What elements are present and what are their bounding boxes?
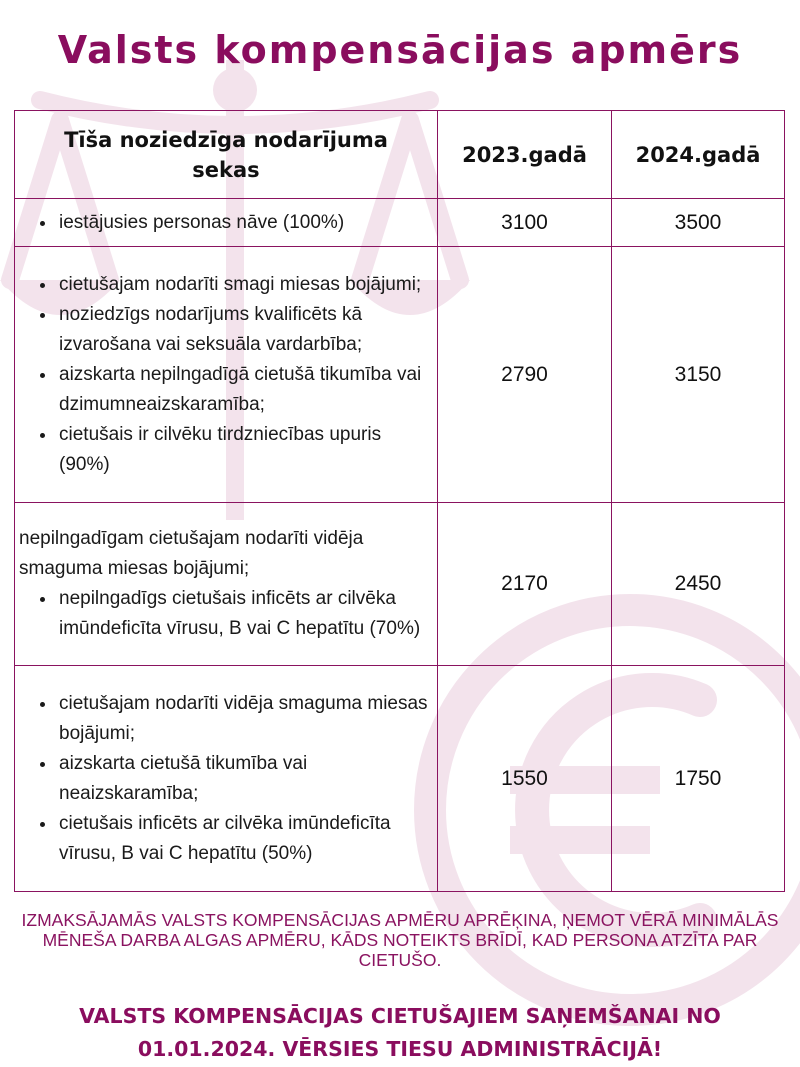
value-2024: 2450 [612,503,785,666]
list-item: • cietušajam nodarīti smagi miesas bojājumi; [57,270,437,300]
value-2023: 2790 [438,247,612,503]
header-consequences: Tīša noziedzīga nodarījuma sekas [15,111,438,199]
table-row [15,503,785,666]
value-2024: 3150 [612,247,785,503]
list-item: • iestājusies personas nāve (100%) [57,208,437,238]
list-item: • aizskarta nepilngadīgā cietušā tikumība vai dzimumneaizskaramība; [57,360,437,420]
list-item: • aizskarta cietušā tikumība vai neaizskaramība; [57,749,437,809]
consequences-cell [15,666,438,892]
list-item: • cietušajam nodarīti vidēja smaguma miesas bojājumi; [57,689,437,749]
header-2023: 2023.gadā [438,111,612,199]
value-2023: 3100 [438,199,612,247]
table-header-row [15,111,785,199]
list-item: • cietušais ir cilvēku tirdzniecības upuris (90%) [57,420,437,480]
list-item: • nepilngadīgs cietušais inficēts ar cilvēka imūndeficīta vīrusu, B vai C hepatītu (70%) [57,584,437,644]
table-row [15,666,785,892]
page-title: Valsts kompensācijas apmērs [57,28,743,72]
call-to-action: VALSTS KOMPENSĀCIJAS CIETUŠAJIEM SAŅEMŠANAI NO 01.01.2024. VĒRSIES TIESU ADMINISTRĀCIJĀ! [79,1004,721,1061]
consequences-cell [15,247,438,503]
compensation-table [14,110,785,892]
header-2024: 2024.gadā [612,111,785,199]
list-item: • cietušais inficēts ar cilvēka imūndeficīta vīrusu, B vai C hepatītu (50%) [57,809,437,869]
calculation-note: IZMAKSĀJAMĀS VALSTS KOMPENSĀCIJAS APMĒRU APRĒĶINA, ŅEMOT VĒRĀ MINIMĀLĀS MĒNEŠA DARBA ALGAS APMĒRU, KĀDS NOTEIKTS BRĪDĪ, KAD PERSONA ATZĪTA PAR CIETUŠO. [21,910,779,970]
value-2023: 1550 [438,666,612,892]
value-2024: 1750 [612,666,785,892]
row-lead-text: nepilngadīgam cietušajam nodarīti vidēja smaguma miesas bojājumi; [19,528,364,579]
value-2023: 2170 [438,503,612,666]
table-row [15,247,785,503]
table-row [15,199,785,247]
list-item: • noziedzīgs nodarījums kvalificēts kā izvarošana vai seksuāla vardarbība; [57,300,437,360]
consequences-cell [15,503,438,666]
value-2024: 3500 [612,199,785,247]
consequences-cell [15,199,438,247]
